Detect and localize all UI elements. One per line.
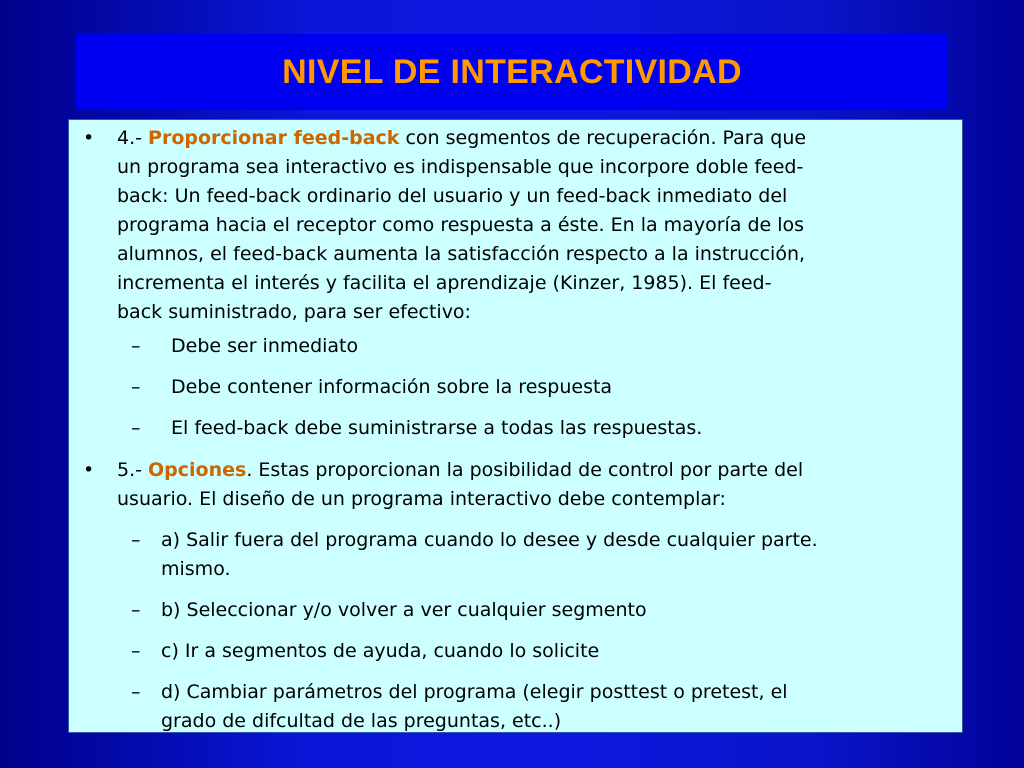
item-5-line-2: usuario. El diseño de un programa interactivo debe contemplar: xyxy=(117,488,726,510)
item-4-sub-2: Debe contener información sobre la respuesta xyxy=(171,376,613,398)
item-4-line-1 xyxy=(117,124,977,153)
item-4-line-5: alumnos, el feed-back aumenta la satisfacción respecto a la instrucción, xyxy=(117,243,806,265)
item-5-sub-c: c) Ir a segmentos de ayuda, cuando lo solicite xyxy=(161,640,600,662)
bullet-icon: • xyxy=(83,127,95,149)
title-bar xyxy=(76,34,948,110)
dash-icon: – xyxy=(131,681,141,703)
item-5-prefix: 5.- xyxy=(117,459,149,481)
dash-icon: – xyxy=(131,599,141,621)
dash-icon: – xyxy=(131,417,141,439)
item-5-text: . Estas proporcionan la posibilidad de control por parte del xyxy=(246,459,804,481)
item-4-line-3: back: Un feed-back ordinario del usuario y un feed-back inmediato del xyxy=(117,185,788,207)
item-4-line-4: programa hacia el receptor como respuesta a éste. En la mayoría de los xyxy=(117,214,805,236)
dash-icon: – xyxy=(131,529,141,551)
item-4-line-7: back suministrado, para ser efectivo: xyxy=(117,301,471,323)
dash-icon: – xyxy=(131,640,141,662)
item-4-text: con segmentos de recuperación. Para que xyxy=(399,127,807,149)
content-panel xyxy=(68,119,963,733)
item-5-sub-b: b) Seleccionar y/o volver a ver cualquier segmento xyxy=(161,599,647,621)
item-5-sub-a-line-2: mismo. xyxy=(161,558,231,580)
item-5-sub-a-line-1: a) Salir fuera del programa cuando lo desee y desde cualquier parte. xyxy=(161,529,818,551)
dash-icon: – xyxy=(131,376,141,398)
item-5-sub-d-line-1: d) Cambiar parámetros del programa (elegir posttest o pretest, el xyxy=(161,681,788,703)
item-4-line-6: incrementa el interés y facilita el aprendizaje (Kinzer, 1985). El feed- xyxy=(117,272,772,294)
item-5-line-1 xyxy=(117,456,977,485)
item-4-highlight: Proporcionar feed-back xyxy=(148,127,400,149)
item-5-highlight: Opciones xyxy=(148,459,247,481)
dash-icon: – xyxy=(131,335,141,357)
item-4-line-2: un programa sea interactivo es indispensable que incorpore doble feed- xyxy=(117,156,804,178)
item-4-sub-3: El feed-back debe suministrarse a todas las respuestas. xyxy=(171,417,703,439)
item-5-sub-d-line-2: grado de difcultad de las preguntas, etc..) xyxy=(161,710,562,732)
item-4-prefix: 4.- xyxy=(117,127,149,149)
slide-title: NIVEL DE INTERACTIVIDAD xyxy=(282,52,742,91)
bullet-icon: • xyxy=(83,459,95,481)
item-4-sub-1: Debe ser inmediato xyxy=(171,335,359,357)
